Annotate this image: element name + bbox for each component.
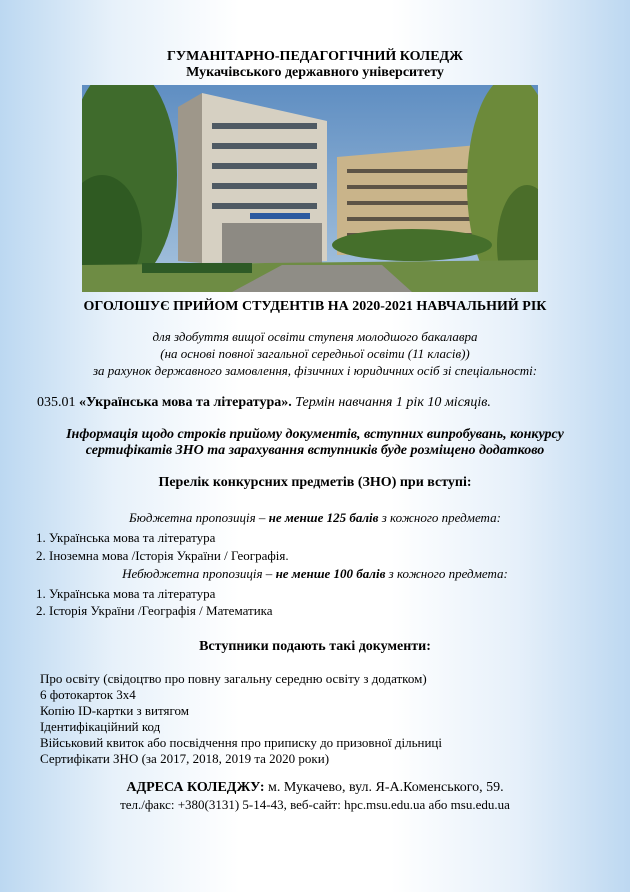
info-line-1: Інформація щодо строків прийому документів, вступних випробувань, конкурсу	[66, 427, 564, 442]
college-address	[0, 780, 630, 796]
university-name: Мукачівського державного університету	[186, 65, 444, 80]
info-line-2: сертифікатів ЗНО та зарахування вступників буде розміщено додатково	[85, 443, 545, 458]
nonbudget-offer	[0, 566, 630, 582]
purpose-line-1: для здобуття вищої освіти ступеня молодшого бакалавра	[152, 329, 478, 344]
budget-score: не менше 125 балів	[268, 510, 379, 525]
document-item: Ідентифікаційний код	[40, 719, 161, 734]
contacts-line: тел./факс: +380(3131) 5-14-43, веб-сайт: hpc.msu.edu.ua або msu.edu.ua	[120, 797, 510, 812]
budget-suffix: з кожного предмета:	[378, 510, 501, 525]
specialty-name: «Українська мова та література».	[79, 395, 292, 410]
documents-heading: Вступники подають такі документи:	[199, 639, 431, 654]
nonbudget-subject-2: 2. Історія України /Географія / Математика	[36, 603, 273, 618]
address-value: м. Мукачево, вул. Я-А.Коменського, 59.	[264, 780, 504, 795]
specialty-code: 035.01	[37, 395, 79, 410]
specialty-line	[37, 395, 491, 411]
nonbudget-prefix: Небюджетна пропозиція –	[122, 566, 276, 581]
budget-offer	[0, 510, 630, 526]
budget-prefix: Бюджетна пропозиція –	[129, 510, 269, 525]
document-item: Копію ID-картки з витягом	[40, 703, 189, 718]
document-item: Сертифікати ЗНО (за 2017, 2018, 2019 та 2020 роки)	[40, 751, 330, 766]
document-item: Про освіту (свідоцтво про повну загальну середню освіту з додатком)	[40, 671, 427, 686]
nonbudget-subject-1: 1. Українська мова та література	[36, 586, 216, 601]
purpose-line-3: за рахунок державного замовлення, фізичних і юридичних осіб зі спеціальності:	[92, 363, 538, 378]
subjects-heading: Перелік конкурсних предметів (ЗНО) при вступі:	[158, 475, 472, 490]
study-duration: Термін навчання 1 рік 10 місяців.	[291, 395, 491, 410]
document-item: Військовий квиток або посвідчення про приписку до призовної дільниці	[40, 735, 442, 750]
nonbudget-score: не менше 100 балів	[275, 566, 386, 581]
admission-announcement: ОГОЛОШУЄ ПРИЙОМ СТУДЕНТІВ НА 2020-2021 НАВЧАЛЬНИЙ РІК	[83, 299, 547, 314]
document-item: 6 фотокарток 3х4	[40, 687, 136, 702]
purpose-line-2: (на основі повної загальної середньої освіти (11 класів))	[160, 346, 470, 361]
nonbudget-suffix: з кожного предмета:	[385, 566, 508, 581]
college-building-photo	[82, 85, 538, 292]
college-name: ГУМАНІТАРНО-ПЕДАГОГІЧНИЙ КОЛЕДЖ	[166, 49, 464, 64]
address-label: АДРЕСА КОЛЕДЖУ:	[126, 780, 265, 795]
budget-subject-1: 1. Українська мова та література	[36, 530, 216, 545]
budget-subject-2: 2. Іноземна мова /Історія України / Географія.	[36, 548, 289, 563]
